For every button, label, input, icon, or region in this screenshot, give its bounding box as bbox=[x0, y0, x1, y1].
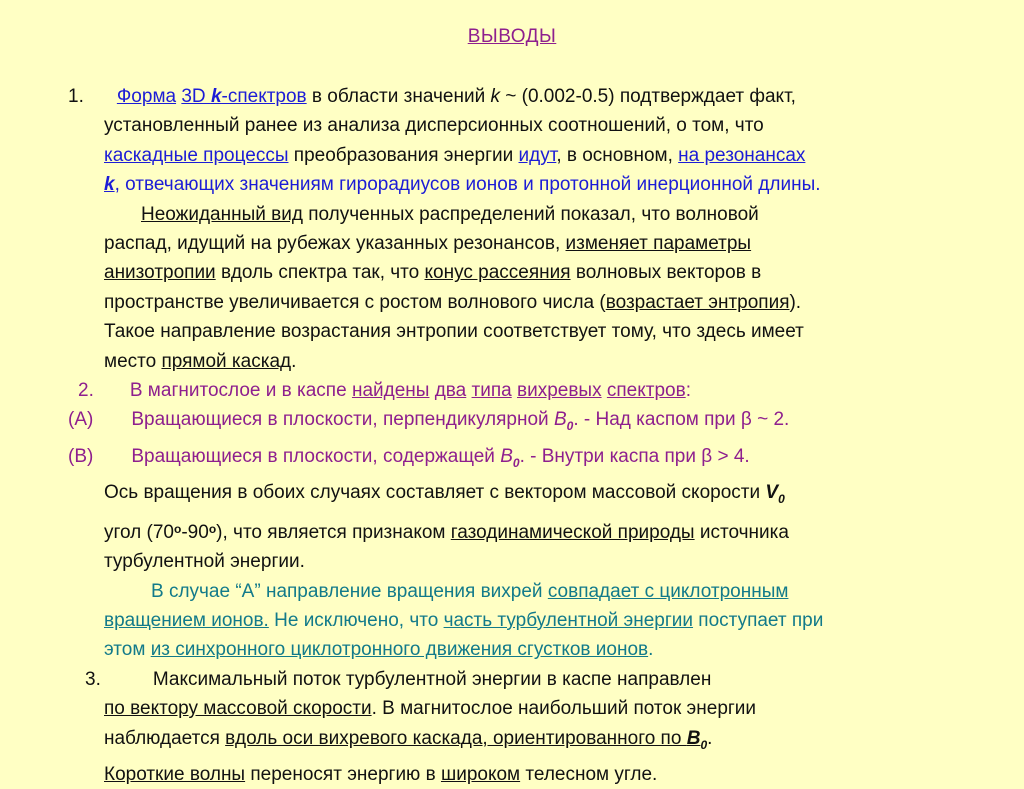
p3-line-3: наблюдается вдоль оси вихревого каскада, ориентированного по $B_0$. bbox=[104, 727, 713, 752]
item-b-label: (B) bbox=[68, 445, 94, 467]
item-a-label: (A) bbox=[68, 409, 94, 431]
link-resonances[interactable]: на резонансах bbox=[678, 144, 806, 166]
p3-line-1: 3. Максимальный поток турбулентной энергии в каспе направлен bbox=[85, 668, 712, 690]
p1-line-3: каскадные процессы преобразования энергии идут, в основном, на резонансах bbox=[104, 144, 806, 166]
p2-item-b: (B) Вращающиеся в плоскости, содержащей $B_0$. - Внутри каспа при β > 4. bbox=[68, 445, 750, 470]
p2-item-a: (A) Вращающиеся в плоскости, перпендикулярной $B_0$. - Над каспом при β ~ 2. bbox=[68, 409, 790, 434]
p3-line-2: по вектору массовой скорости. В магнитослое наибольший поток энергии bbox=[104, 698, 757, 720]
list-number-2: 2. bbox=[78, 380, 94, 402]
p1-line-10: место прямой каскад. bbox=[104, 350, 297, 372]
p2-line-1: 2. В магнитослое и в каспе найдены два типа вихревых спектров: bbox=[78, 380, 691, 402]
link-idut[interactable]: идут bbox=[518, 144, 557, 166]
link-k[interactable]: k bbox=[210, 86, 222, 107]
link-synchronous-motion[interactable]: из синхронного циклотронного движения сгустков ионов bbox=[150, 639, 649, 661]
link-spectra-2[interactable]: спектров bbox=[606, 380, 686, 402]
p2-axis-line-1: Ось вращения в обоих случаях составляет с вектором массовой скорости $V_0$ bbox=[104, 482, 785, 507]
p1-line-2: установленный ранее из анализа дисперсионных соотношений, о том, что bbox=[104, 115, 764, 137]
link-3d[interactable]: 3D bbox=[181, 86, 211, 107]
link-two[interactable]: два bbox=[434, 380, 467, 402]
p2-case-a-line-1: В случае “А” направление вращения вихрей совпадает с циклотронным bbox=[151, 580, 789, 602]
p1-line-4: k, отвечающих значениям гирорадиусов ионов и протонной инерционной длины. bbox=[104, 174, 821, 196]
unexpected-view: Неожиданный вид bbox=[141, 203, 303, 225]
list-number-1: 1. bbox=[68, 86, 84, 107]
link-turbulent-part[interactable]: часть турбулентной энергии bbox=[443, 609, 694, 631]
conclusions-body bbox=[68, 82, 978, 789]
list-number-3: 3. bbox=[85, 668, 101, 690]
link-k-resonance[interactable]: k bbox=[104, 174, 115, 196]
p1-line-9: Такое направление возрастания энтропии соответствует тому, что здесь имеет bbox=[104, 321, 804, 343]
link-cascade-processes[interactable]: каскадные процессы bbox=[104, 144, 289, 166]
p2-case-a-line-3: этом из синхронного циклотронного движения сгустков ионов. bbox=[104, 639, 654, 661]
p2-axis-line-3: турбулентной энергии. bbox=[104, 551, 305, 573]
p1-line-7: анизотропии вдоль спектра так, что конус рассеяния волновых векторов в bbox=[104, 262, 762, 284]
p1-line-6: распад, идущий на рубежах указанных резонансов, изменяет параметры bbox=[104, 233, 752, 255]
link-coincides[interactable]: совпадает с циклотронным bbox=[547, 580, 789, 602]
link-spectra[interactable]: -спектров bbox=[221, 86, 307, 107]
p1-line-1: 1. Форма 3D k-спектров в области значений k ~ (0.002-0.5) подтверждает факт, bbox=[68, 86, 796, 107]
link-vortex[interactable]: вихревых bbox=[517, 380, 602, 402]
p1-line-5: Неожиданный вид полученных распределений показал, что волновой bbox=[141, 203, 759, 225]
link-forma[interactable]: Форма bbox=[116, 86, 177, 107]
slide-title: ВЫВОДЫ bbox=[467, 26, 557, 47]
link-type[interactable]: типа bbox=[471, 380, 512, 402]
p2-axis-line-2: угол (70$^o$-90$^o$), что является признаком газодинамической природы источника bbox=[104, 521, 789, 543]
link-found[interactable]: найдены bbox=[351, 380, 430, 402]
p1-line-8: пространстве увеличивается с ростом волнового числа (возрастает энтропия). bbox=[104, 291, 802, 313]
p3-line-4: Короткие волны переносят энергию в широком телесном угле. bbox=[104, 763, 658, 785]
link-ion-rotation[interactable]: вращением ионов. bbox=[104, 609, 269, 631]
p2-case-a-line-2: вращением ионов. Не исключено, что часть турбулентной энергии поступает при bbox=[104, 609, 824, 631]
